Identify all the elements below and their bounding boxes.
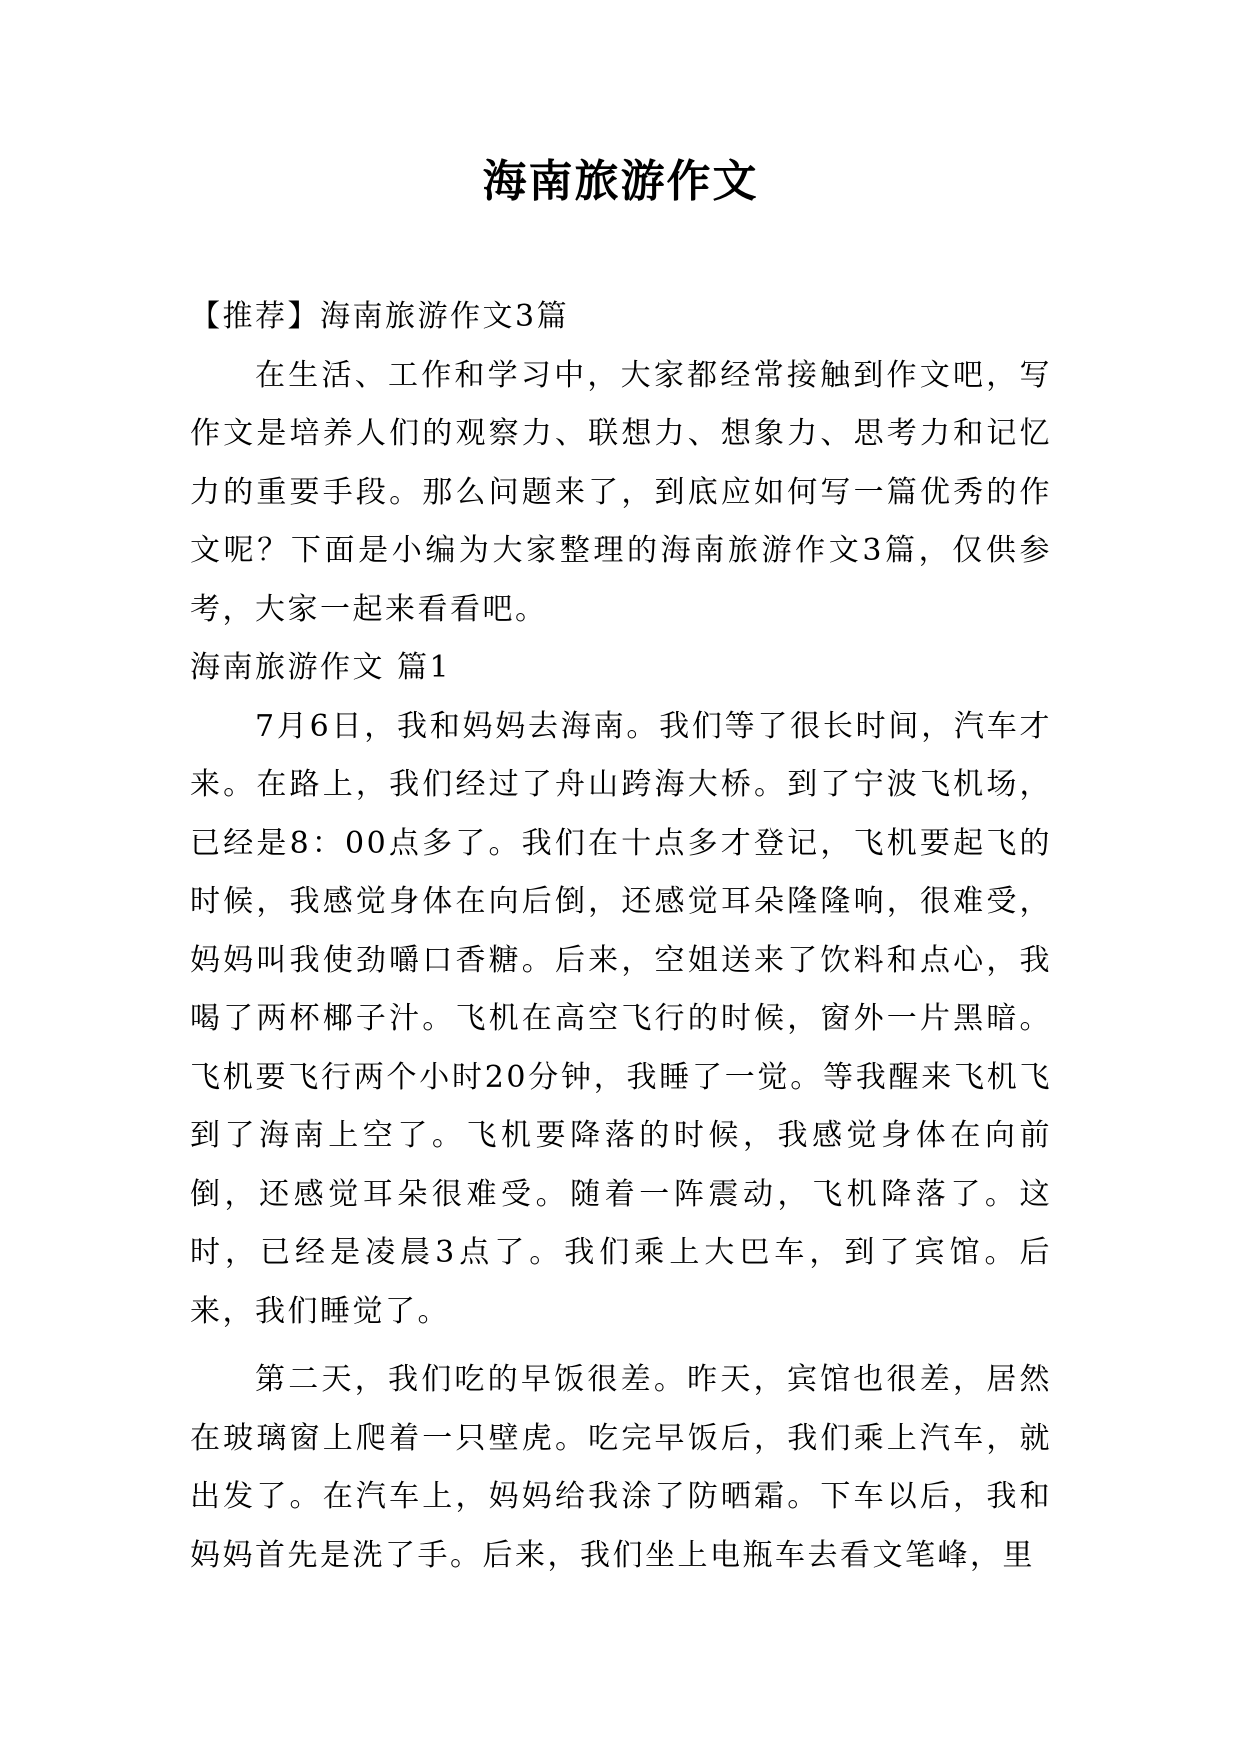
body-paragraph-2: 第二天，我们吃的早饭很差。昨天，宾馆也很差，居然在玻璃窗上爬着一只壁虎。吃完早饭后，我们乘上汽车，就出发了。在汽车上，妈妈给我涂了防晒霜。下车以后，我和妈妈首先是洗了手。后来，我们坐上电瓶车去看文笔峰，里 xyxy=(190,1362,1052,1573)
document-title: 海南旅游作文 xyxy=(482,156,759,207)
section-heading: 海南旅游作文 篇1 xyxy=(190,650,452,685)
document-body xyxy=(190,288,1052,1585)
body-paragraph-1: 7月6日，我和妈妈去海南。我们等了很长时间，汽车才来。在路上，我们经过了舟山跨海大桥。到了宁波飞机场，已经是8：00点多了。我们在十点多才登记，飞机要起飞的时候，我感觉身体在向后倒，还感觉耳朵隆隆响，很难受，妈妈叫我使劲嚼口香糖。后来，空姐送来了饮料和点心，我喝了两杯椰子汁。飞机在高空飞行的时候，窗外一片黑暗。飞机要飞行两个小时20分钟，我睡了一觉。等我醒来飞机飞到了海南上空了。飞机要降落的时候，我感觉身体在向前倒，还感觉耳朵很难受。随着一阵震动，飞机降落了。这时，已经是凌晨3点了。我们乘上大巴车，到了宾馆。后来，我们睡觉了。 xyxy=(190,708,1052,1329)
recommend-line: 【推荐】海南旅游作文3篇 xyxy=(190,299,570,334)
intro-paragraph: 在生活、工作和学习中，大家都经常接触到作文吧，写作文是培养人们的观察力、联想力、想象力、思考力和记忆力的重要手段。那么问题来了，到底应如何写一篇优秀的作文呢？下面是小编为大家整理的海南旅游作文3篇，仅供参考，大家一起来看看吧。 xyxy=(190,357,1052,627)
